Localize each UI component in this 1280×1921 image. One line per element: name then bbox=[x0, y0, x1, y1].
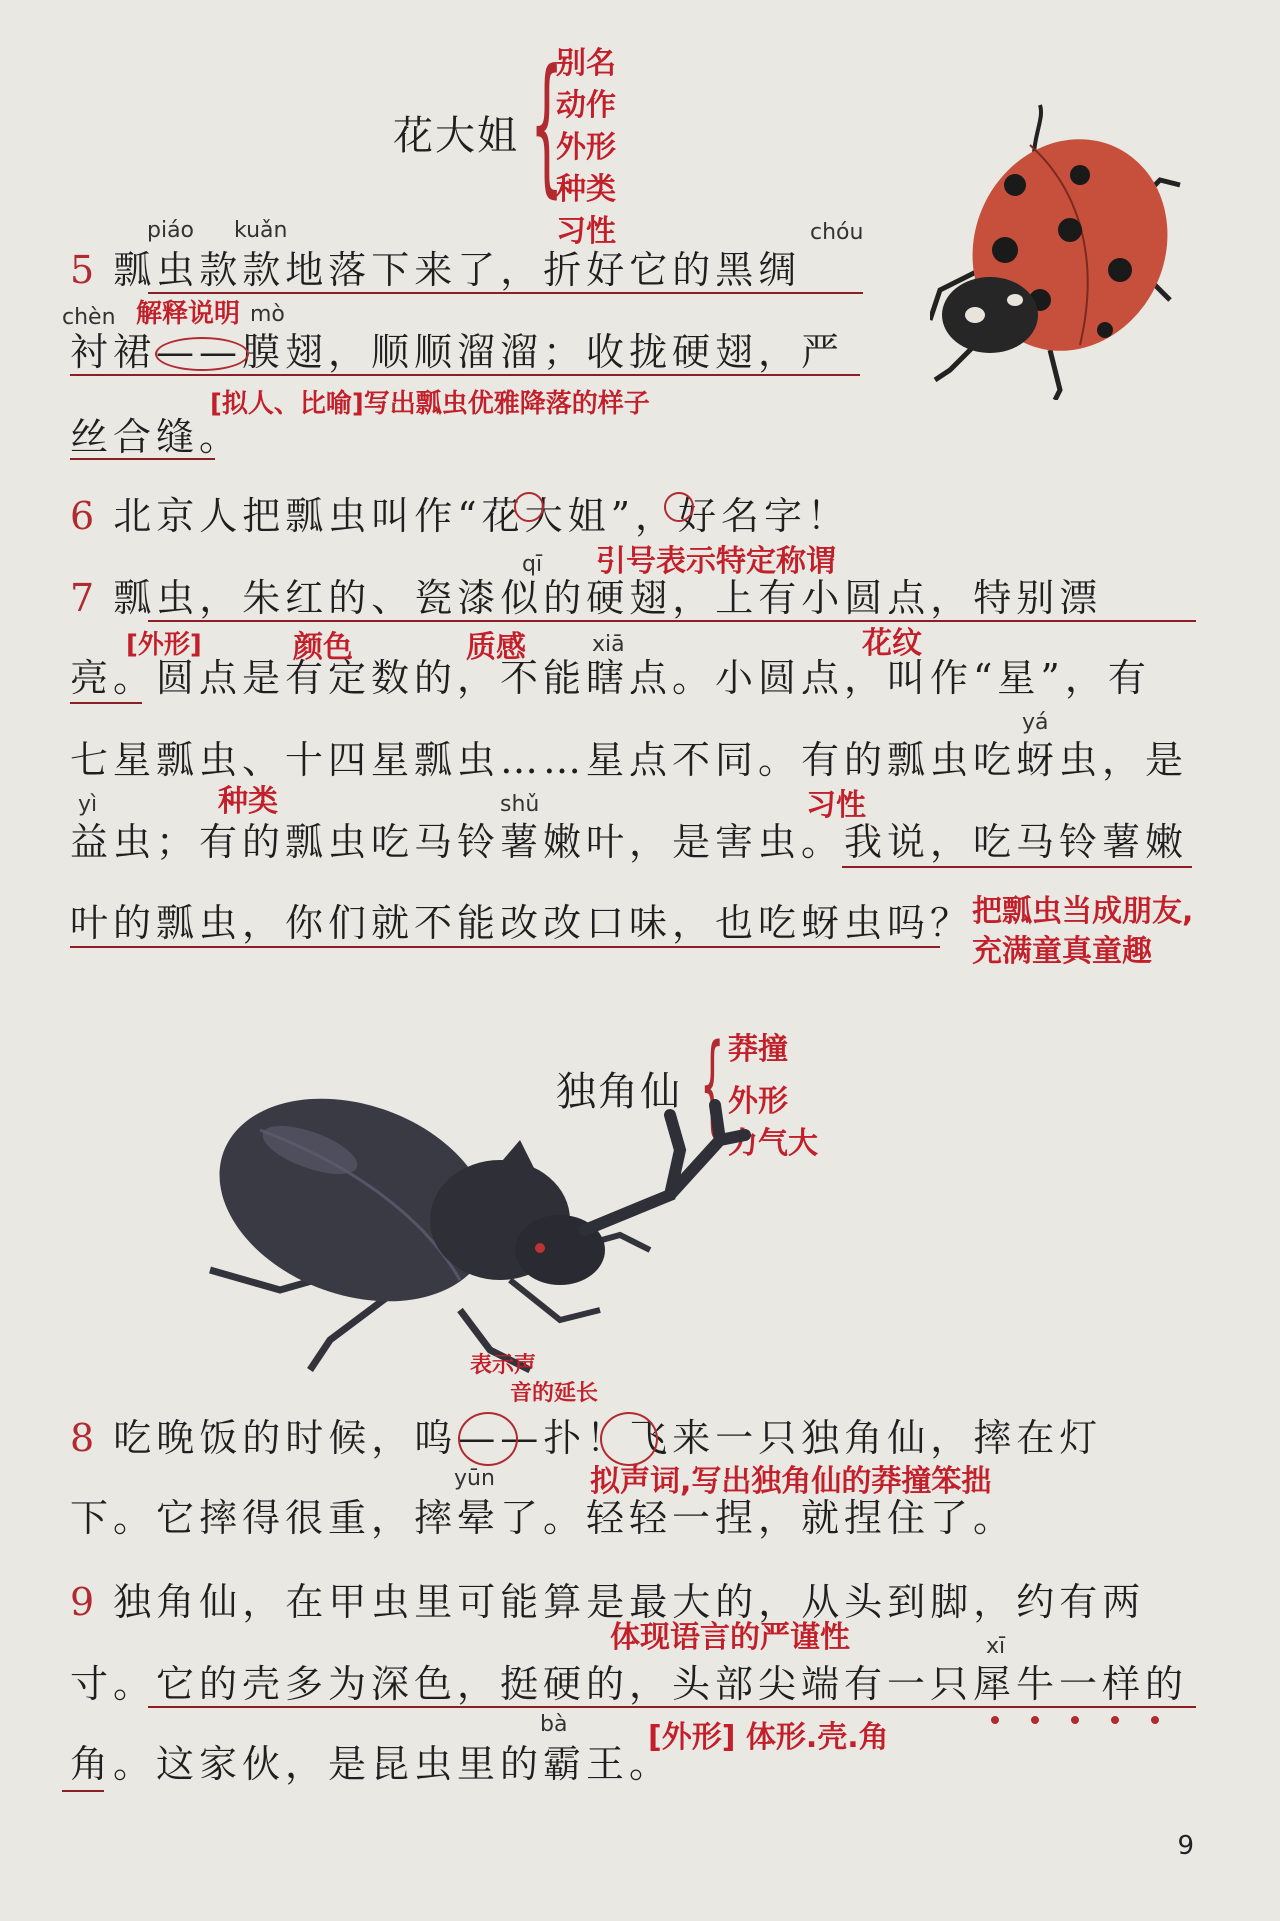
pinyin-yi: yì bbox=[78, 792, 98, 817]
circled-quote bbox=[514, 492, 544, 522]
pinyin-kuan: kuǎn bbox=[234, 218, 288, 243]
annotation-biaoshi-1: 表示声 bbox=[470, 1353, 537, 1378]
section-title-dujiaoxian: 独角仙 bbox=[556, 1069, 682, 1115]
page-number: 9 bbox=[1177, 1831, 1194, 1861]
pinyin-chou: chóu bbox=[810, 220, 864, 245]
pinyin-mo: mò bbox=[250, 302, 285, 327]
pinyin-chen: chèn bbox=[62, 305, 116, 330]
paragraph-8-line-2: 下。它摔得很重，摔晕了。轻轻一捏，就捏住了。 bbox=[70, 1496, 1017, 1540]
circled-wu bbox=[458, 1412, 518, 1466]
brace-item: 动作 bbox=[556, 88, 616, 123]
pinyin-xi: xī bbox=[986, 1634, 1006, 1659]
annotation-zhonglei: 种类 bbox=[218, 784, 278, 819]
paragraph-9-line-3: 角。这家伙，是昆虫里的霸王。 bbox=[70, 1742, 673, 1786]
underline bbox=[70, 374, 860, 376]
paragraph-number: 5 bbox=[70, 248, 100, 292]
pinyin-shu: shǔ bbox=[500, 792, 540, 817]
section-title-huadajie: 花大姐 bbox=[393, 113, 519, 159]
pinyin-xia: xiā bbox=[592, 632, 625, 657]
annotation-zhigan: 质感 bbox=[466, 630, 526, 665]
emphasis-dots bbox=[985, 1712, 1185, 1732]
paragraph-number: 6 bbox=[70, 494, 100, 538]
annotation-pengyou-2: 充满童真童趣 bbox=[972, 934, 1152, 969]
circled-quote bbox=[664, 492, 694, 522]
underline bbox=[148, 1706, 1196, 1708]
paragraph-text: 瓢虫款款地落下来了，折好它的黑绸 bbox=[113, 248, 802, 292]
annotation-yinhao: 引号表示特定称谓 bbox=[596, 544, 836, 579]
pinyin-yun: yūn bbox=[454, 1466, 495, 1491]
paragraph-text: 北京人把瓢虫叫作“花大姐”，好名字！ bbox=[113, 494, 851, 538]
underline bbox=[70, 458, 215, 460]
brace-item: 外形 bbox=[556, 130, 616, 165]
paragraph-7-line-1 bbox=[70, 568, 1210, 628]
pinyin-ya: yá bbox=[1022, 710, 1049, 735]
annotation-pengyou-1: 把瓢虫当成朋友, bbox=[972, 894, 1194, 929]
underline bbox=[148, 292, 863, 294]
brace-item: 习性 bbox=[556, 214, 616, 249]
pinyin-qi: qī bbox=[522, 552, 543, 577]
annotation-tixian: 体现语言的严谨性 bbox=[610, 1620, 850, 1655]
brace-bracket: { bbox=[700, 1020, 725, 1148]
brace-bracket: { bbox=[530, 38, 564, 212]
brace-item: 种类 bbox=[556, 172, 616, 207]
paragraph-7-line-2: 亮。圆点是有定数的，不能瞎点。小圆点，叫作“星”，有 bbox=[70, 656, 1151, 700]
paragraph-9-line-2: 寸。它的壳多为深色，挺硬的，头部尖端有一只犀牛一样的 bbox=[70, 1662, 1189, 1706]
annotation-niren: [拟人、比喻]写出瓢虫优雅降落的样子 bbox=[210, 389, 650, 419]
paragraph-7-line-5: 叶的瓢虫，你们就不能改改口味，也吃蚜虫吗？ bbox=[70, 901, 974, 945]
paragraph-number: 9 bbox=[70, 1580, 100, 1624]
paragraph-5-line-2: 衬裙——膜翅，顺顺溜溜；收拢硬翅，严 bbox=[70, 330, 845, 374]
annotation-yanse: 颜色 bbox=[293, 630, 353, 665]
annotation-nisheng: 拟声词,写出独角仙的莽撞笨拙 bbox=[590, 1464, 992, 1499]
paragraph-text: 吃晚饭的时候，呜——扑！飞来一只独角仙，摔在灯 bbox=[113, 1416, 1103, 1460]
paragraph-text: 瓢虫，朱红的、瓷漆似的硬翅，上有小圆点，特别漂 bbox=[113, 576, 1103, 620]
annotation-huawen: 花纹 bbox=[862, 626, 922, 661]
paragraph-5-line-3: 丝合缝。 bbox=[70, 415, 243, 459]
paragraph-number: 8 bbox=[70, 1416, 100, 1460]
annotation-biaoshi-2: 音的延长 bbox=[510, 1381, 599, 1406]
annotation-jieshi: 解释说明 bbox=[136, 299, 241, 329]
brace-item: 外形 bbox=[728, 1084, 788, 1119]
underline bbox=[70, 946, 940, 948]
paragraph-5-line-1 bbox=[70, 240, 1210, 300]
brace-item: 莽撞 bbox=[728, 1032, 788, 1067]
paragraph-text: 独角仙，在甲虫里可能算是最大的，从头到脚，约有两 bbox=[113, 1580, 1146, 1624]
rhinoceros-beetle-illustration bbox=[200, 1080, 780, 1380]
brace-item: 力气大 bbox=[728, 1126, 818, 1161]
annotation-waixing: [外形] bbox=[126, 630, 202, 660]
underline bbox=[70, 702, 142, 704]
paragraph-number: 7 bbox=[70, 576, 100, 620]
paragraph-7-line-4: 益虫；有的瓢虫吃马铃薯嫩叶，是害虫。我说，吃马铃薯嫩 bbox=[70, 820, 1189, 864]
brace-item: 别名 bbox=[556, 46, 616, 81]
annotation-xixing: 习性 bbox=[806, 788, 866, 823]
pinyin-piao: piáo bbox=[147, 218, 195, 243]
paragraph-7-line-3: 七星瓢虫、十四星瓢虫……星点不同。有的瓢虫吃蚜虫，是 bbox=[70, 738, 1189, 782]
underline bbox=[842, 866, 1192, 868]
pinyin-ba: bà bbox=[540, 1712, 568, 1737]
circled-dash bbox=[155, 337, 249, 371]
annotation-waixing-9: [外形] 体形.壳.角 bbox=[648, 1720, 889, 1755]
underline bbox=[62, 1790, 104, 1792]
